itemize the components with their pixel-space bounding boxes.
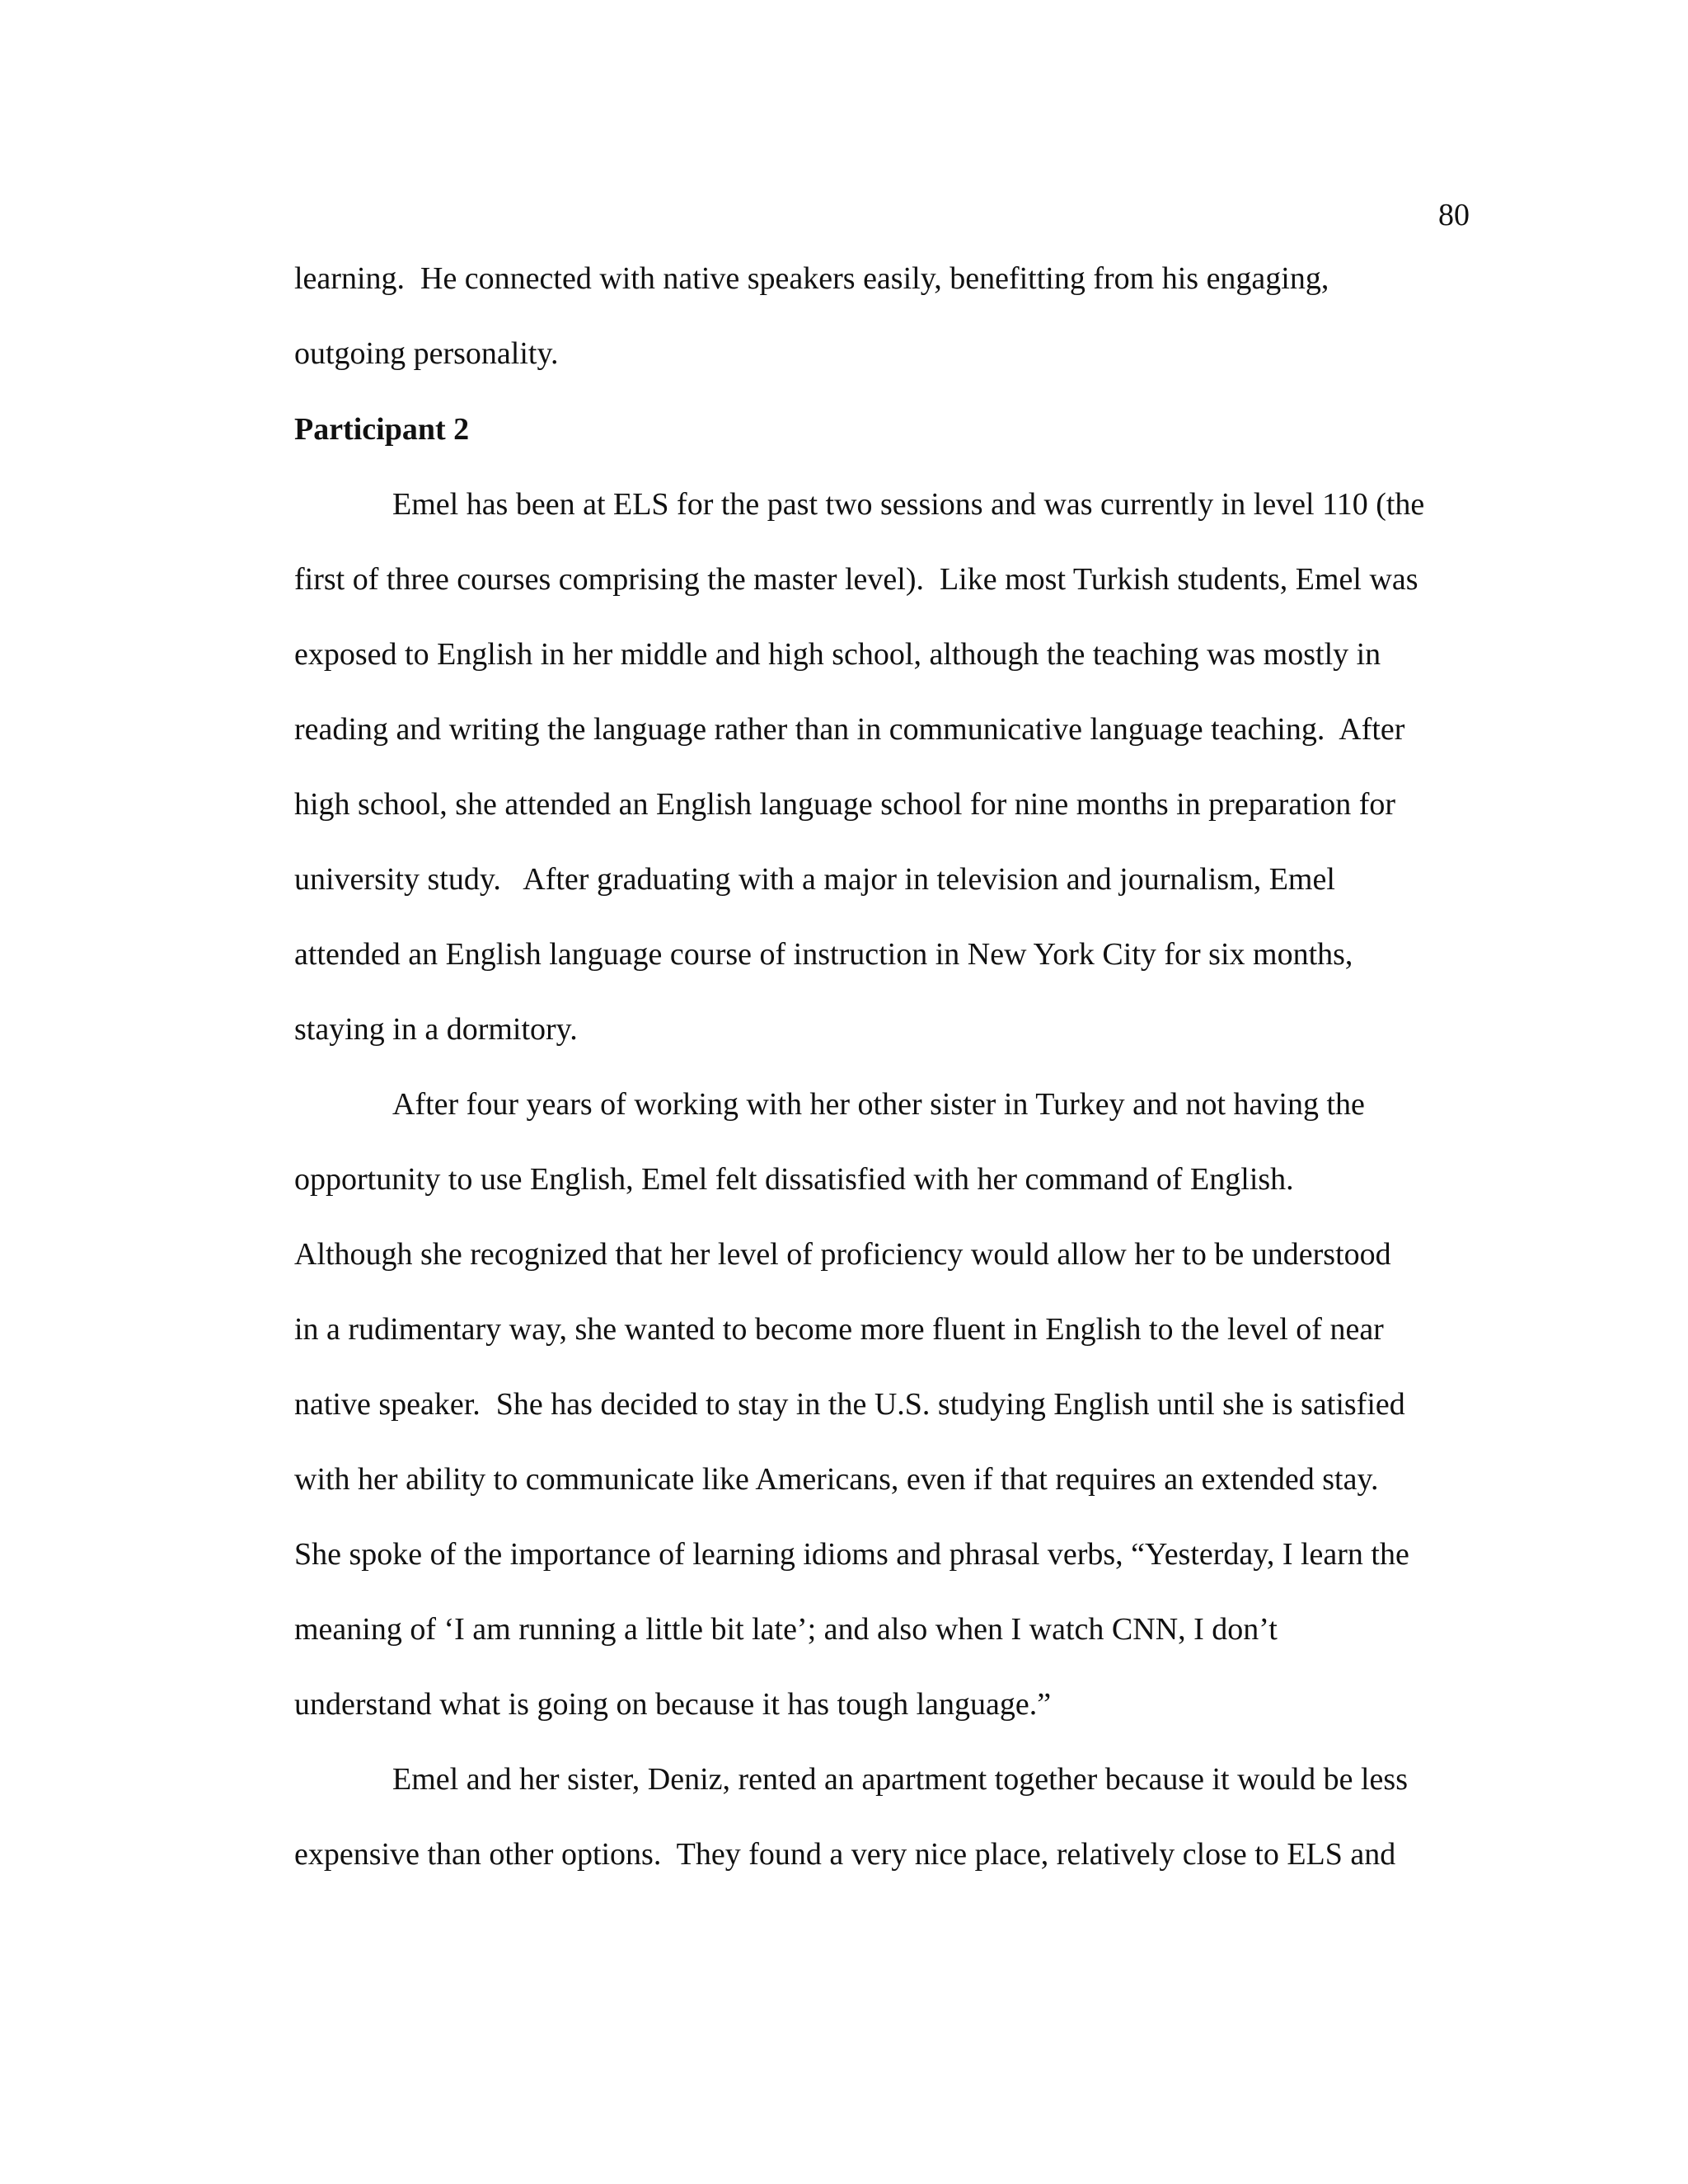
text-line: understand what is going on because it has tough language.” <box>294 1687 1052 1722</box>
text-line: with her ability to communicate like Americans, even if that requires an extended stay. <box>294 1462 1379 1497</box>
text-line: first of three courses comprising the master level). Like most Turkish students, Emel was <box>294 562 1418 597</box>
text-line: reading and writing the language rather than in communicative language teaching. After <box>294 712 1405 747</box>
page-number: 80 <box>1438 198 1470 232</box>
text-line: learning. He connected with native speakers easily, benefitting from his engaging, <box>294 261 1329 296</box>
text-line: expensive than other options. They found a very nice place, relatively close to ELS and <box>294 1837 1396 1872</box>
text-line: in a rudimentary way, she wanted to become more fluent in English to the level of near <box>294 1312 1384 1347</box>
section-heading: Participant 2 <box>294 412 470 447</box>
text-line: She spoke of the importance of learning idioms and phrasal verbs, “Yesterday, I learn the <box>294 1537 1409 1572</box>
text-line: attended an English language course of instruction in New York City for six months, <box>294 937 1353 972</box>
text-line: Emel and her sister, Deniz, rented an apartment together because it would be less <box>392 1762 1408 1797</box>
text-line: exposed to English in her middle and high school, although the teaching was mostly in <box>294 637 1381 672</box>
text-line: university study. After graduating with a major in television and journalism, Emel <box>294 862 1335 897</box>
text-line: meaning of ‘I am running a little bit late’; and also when I watch CNN, I don’t <box>294 1612 1278 1647</box>
text-line: outgoing personality. <box>294 336 559 371</box>
text-line: staying in a dormitory. <box>294 1012 578 1047</box>
text-line: After four years of working with her other sister in Turkey and not having the <box>392 1087 1365 1122</box>
text-line: Emel has been at ELS for the past two sessions and was currently in level 110 (the <box>392 487 1425 522</box>
text-line: native speaker. She has decided to stay in the U.S. studying English until she is satisfied <box>294 1387 1405 1422</box>
text-line: opportunity to use English, Emel felt dissatisfied with her command of English. <box>294 1162 1294 1197</box>
text-line: Although she recognized that her level of proficiency would allow her to be understood <box>294 1237 1391 1272</box>
text-line: high school, she attended an English language school for nine months in preparation for <box>294 787 1396 822</box>
